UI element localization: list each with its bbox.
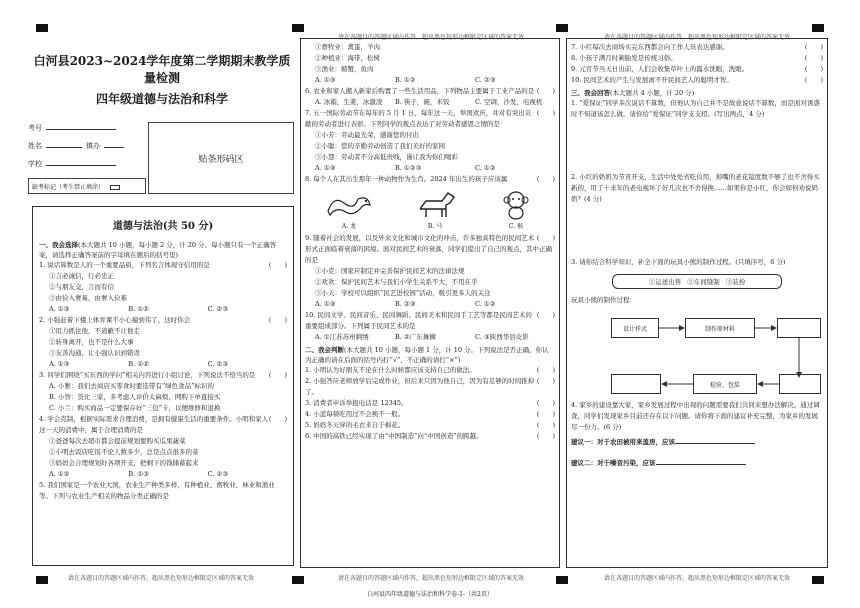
section2-heading: 二、我会判断(本大题共 10 小题，每小题 1 分，计 10 分。下列说法是否正确，你认为正确的请在后面的括号内打“√”，不正确的请打“×”) [305,346,549,364]
answer-q4: 4. 家乡的建设靠大家，家乡发展过程中出现的问题需要我们共同来想办法解决。通过调查，同学们发现家乡目前还存在以下问题。请你将下面的建议补充完整，为家乡的发展尽一份力。(6 分) [571,401,820,431]
question-stem [305,108,555,130]
question-option: ③小天：学校可以组织“民艺进校园”活动，吸引更多人的关注 [315,289,491,297]
question-stem [39,414,287,436]
judge-item [305,431,555,442]
choice-item[interactable]: A. ①江苏苏州刺绣 [315,333,369,341]
judge-text: 2. 小强答应老师放学后完成作业，但后来只因为他自己，因为有足够的时间推掉了。 [305,377,535,396]
choice-row [305,332,555,343]
answer-bracket[interactable]: ( ) [536,311,555,319]
dragon-image: A. 龙 [324,189,374,231]
judge-text: 3. 消费者申诉举报电话是 12345。 [305,399,408,407]
judge-item [305,398,555,409]
judge-item [305,409,555,420]
part1-box [32,206,294,566]
section1-questions-a [39,260,287,502]
answer-space-q2[interactable] [571,205,823,257]
suggestion-2-input[interactable] [656,464,746,465]
choice-item[interactable]: B. 筷子，碗，米饭 [395,98,450,106]
boundary-warning: 请在各题目的答题区域内作答，超出黑色矩形边框限定区域的答案无效 [337,34,524,41]
question-option: ③小慧：劳动者不分高低贵贱，谨让我为你们喝彩 [315,153,458,161]
suggestion-1: 建议一：对于农田被用来盖房，应该 [571,437,823,448]
flow-blank-2[interactable] [779,374,821,394]
answer-bracket[interactable]: ( ) [268,316,287,324]
section1-questions-b [305,42,555,185]
choice-item[interactable]: B. ①② [128,360,149,368]
question-text: 7. 五一国际劳动节在每年的 5 月 1 日，每年这一天，举国欢庆，并对有突出贡献的劳动者进行表彰。下列同学的观点表达了对劳动者感恩之情的是 [305,109,532,128]
judge-bracket[interactable]: ( ) [804,54,823,62]
missing-mark[interactable] [28,178,146,194]
question-text: 9. 随着社会的发展，以及外来文化和城市文化的冲击，许多独具特色的民间艺术形式正面临着衰落的困境。面对民间艺术的衰落，同学们提出了自己的观点，其中正确的是 [305,234,552,264]
question-option: ③妈妈会合理规划好各项开支，把剩下的钱储蓄起来 [49,459,199,467]
question-stem [39,370,287,381]
judge-bracket[interactable]: ( ) [536,366,555,374]
question-text: 8. 每个人在其出生那年一种动物作为生肖。2024 年出生的孩子应该属 [305,175,508,183]
judge-item [305,420,555,431]
answer-bracket[interactable]: ( ) [536,87,555,95]
section2-items-a [305,365,555,442]
choice-item[interactable]: C. ①② [475,300,496,308]
question-option: ①小芳：劳动最光荣，感谢您的付出 [315,131,419,139]
page-footer: 白河县四年级道德与法治和科学卷-1-（共2页） [367,591,493,598]
question-option: ①小克：国家应制定并完善保护民间艺术的法律法规 [315,267,465,275]
judge-item [571,53,823,64]
choice-item[interactable]: B. ①② [128,305,149,313]
answer-bracket[interactable]: ( ) [536,175,555,183]
judge-item [305,365,555,376]
barcode-area: 贴条形码区 [148,122,294,194]
judge-text: 8. 小孩子满月时剃胎发是传统习俗。 [571,54,677,62]
boundary-warning: 请在各题目的答题区域内作答，超出黑色矩形边框限定区域的答案无效 [603,575,790,582]
question-option: ①言必诚信，行必忠正 [49,272,114,280]
question-option: ③渔业：螃蟹，鱼肉 [315,65,374,73]
question-text: 2. 小强赶着下楼上体育课不小心撞到伟了，这时你会 [39,316,191,324]
question-text: 10. 民间文学、民间音乐、民间舞蹈、民间美术和民间手工艺等都是民间艺术的重要组成部分。下列属于民间艺术的是 [305,311,532,330]
flow-box-inspect: 检验、包装 [693,374,757,394]
kaohao-input[interactable] [46,122,116,130]
question-option: ②小明去饭店吃饭不论人数多少，总是点点很多的菜 [49,448,199,456]
question-stem [39,260,287,271]
answer-bracket[interactable]: ( ) [268,371,287,379]
answer-bracket[interactable]: ( ) [268,415,287,423]
choice-item[interactable]: A. ①③ [315,76,336,84]
question-option: A. 小雅：我们去商店买零食时要选带有“绿色食品”标识的 [49,382,214,390]
question-option: ③由俭入奢易，由奢入俭难 [49,294,127,302]
choice-row [39,359,287,370]
town-input[interactable] [104,140,124,148]
judge-item [571,64,823,75]
field-label-kaohao: 考号 [28,124,42,132]
question-text: 3. 同学们围绕“买东西的学问”相关内容进行小组讨论，下列说法不恰当的是 [39,371,256,379]
judge-bracket[interactable]: ( ) [804,43,823,51]
flow-diagram [571,310,823,400]
choice-item[interactable]: C. ③陕西华县皮影 [475,333,529,341]
dragon-icon [324,189,374,221]
judge-bracket[interactable]: ( ) [536,377,555,385]
answer-bracket[interactable]: ( ) [536,234,555,242]
name-input[interactable] [46,140,82,148]
choice-row [305,163,555,174]
school-input[interactable] [46,158,116,166]
monkey-image: C. 猴 [496,189,536,231]
answer-q2: 2. 小红的奶奶为节省开支，生活中处处省吃俭用，掉嘴的老花镜度数不够了也不舍得买新的，用了十来年的老电视坏了好几次也不舍得换……如果你是小红，你会如何劝说奶奶？(4 分) [571,173,820,203]
choice-item[interactable]: B. ①② [395,76,416,84]
section3-heading: 三、我会回答(本大题共 4 小题，计 20 分) [571,89,695,97]
question-stem [305,233,555,266]
judge-item [571,75,823,86]
answer-bracket[interactable]: ( ) [268,261,287,269]
choice-item[interactable]: C. ②③ [207,360,229,368]
choice-item[interactable]: B. ①②③ [395,164,422,172]
judge-bracket[interactable]: ( ) [536,421,555,429]
choice-row [305,75,555,86]
zodiac-images [305,189,555,231]
registration-mark [292,24,304,32]
choice-row [305,299,555,310]
missing-mark-label: 缺考标记（考生禁止填涂） [32,184,105,191]
question-option: C. 小兰：购买商品一定要保存好“三包”卡，以便维修和退换 [49,404,221,412]
registration-mark [812,24,824,32]
question-text: 6. 农业和家人搬入新家后购置了一些生活用品，下列物品主要属于工业产品的是 [305,87,535,95]
flow-label: 玩具小熊的制作过程： [571,296,636,304]
flow-blank-1[interactable] [777,318,821,338]
boundary-warning: 请在各题目的答题区域内作答，超出黑色矩形边框限定区域的答案无效 [603,34,790,41]
choice-row [39,304,287,315]
question-option: ②转身离开，也不是什么大事 [49,338,134,346]
suggestion-2: 建议二：对于噪音污染，应该 [571,458,823,469]
header-column [28,38,296,568]
choice-item[interactable]: B. ②③ [395,300,416,308]
question-option: ②与朋友交，言而有信 [49,283,114,291]
choice-item[interactable]: B. ②广东舞狮 [395,333,436,341]
flow-box-design: 设计样式 [611,318,659,338]
judge-bracket[interactable]: ( ) [536,399,555,407]
judge-item [571,42,823,53]
question-stem: 5. 我们国家是一个农业大国，农业生产种类多样，有种植业、畜牧业、林业和渔业等。下列与农业生产相关的物品分类正确的是 [39,481,275,500]
boundary-warning: 请在各题目的答题区域内作答，超出黑色矩形边框限定区域的答案无效 [337,575,524,582]
question-option: B. 小智：货比三家，多考虑人评价太麻烦，网购下单直接买 [49,393,221,401]
right-column [566,38,828,568]
choice-row [305,97,555,108]
question-stem [39,315,287,326]
choice-item[interactable]: B. ①③ [128,470,149,478]
section2-items-b [571,42,823,86]
school-title: 白河县2023~2024学年度第二学期期末教学质量检测 [33,54,291,85]
answer-bracket[interactable]: ( ) [536,109,555,117]
judge-bracket[interactable]: ( ) [804,76,823,84]
question-option: ②小聪：您的辛勤劳动创造了我们美好的家园 [315,142,445,150]
question-option: ②欢欢：保护民间艺术与我们小学生关系不大，不用在乎 [315,278,478,286]
horse-icon [412,189,458,221]
missing-checkbox[interactable] [110,185,120,190]
choice-item[interactable]: A. ①③ [315,300,336,308]
choice-item[interactable]: C. ②③ [207,470,229,478]
suggestion-1-input[interactable] [675,443,755,444]
judge-bracket[interactable]: ( ) [804,65,823,73]
answer-space-q1[interactable] [571,120,823,172]
question-stem [305,174,555,185]
judge-bracket[interactable]: ( ) [536,410,555,418]
boundary-warning: 请在各题目的答题区域内作答，超出黑色矩形边框限定区域的答案无效 [67,575,254,582]
part1-title: 道德与法治(共 50 分) [112,221,214,232]
choice-row [39,469,287,480]
choice-item[interactable]: A. 冰箱，生姜，冰激凌 [315,98,383,106]
judge-text: 5. 妈妈冬天穿的毛衣来自于棉花。 [305,421,405,429]
field-label-name: 姓名 [28,142,42,150]
choice-item[interactable]: C. ②③ [207,305,229,313]
question-option: ③友善沟通，让小强认识到错误 [49,349,140,357]
question-text: 1. 说话算数是人的一个重要品质，下列名言体现守信用的是 [39,261,210,269]
judge-text: 1. 小明认为好朋友不论在什么时候都应该支持自己的做法。 [305,366,476,374]
registration-mark [36,24,48,32]
judge-text: 6. 中国的高铁已经实现了由“中国制造”向“中国创造”的跨越。 [305,432,483,440]
monkey-icon [496,189,536,221]
horse-image: B. 马 [412,189,458,231]
question-stem [305,310,555,332]
judge-text: 7. 小红每次去商场买完东西都会向工作人员表达感谢。 [571,43,729,51]
section1-questions-c [305,233,555,343]
question-option: ②种植业：海带，松树 [315,54,380,62]
choice-item[interactable]: C. ①② [475,164,496,172]
judge-text: 9. 元宵节当天日出前，人们会收集草叶上的露水洗眼，洗眼。 [571,65,749,73]
section1-heading: 一、我会选择(本大题共 10 小题，每小题 2 分，计 20 分。每小题只有一个正确答案，请选择正确答案前的字母填在题后的括号里) [39,241,277,259]
choice-item[interactable]: A. ①③ [49,360,70,368]
choice-item[interactable]: C. ②③ [475,76,496,84]
flow-box-material: 制作原材料 [685,318,755,338]
judge-bracket[interactable]: ( ) [536,432,555,440]
registration-mark [556,24,568,32]
question-option: ①畜牧业：禽蛋，羊肉 [315,43,380,51]
question-option: ①用力抓住他，不道歉不让他走 [49,327,140,335]
middle-column [300,38,560,568]
question-stem [305,86,555,97]
choice-item[interactable]: C. 空调，沙发，电视机 [475,98,543,106]
choice-item[interactable]: A. ①③ [315,164,336,172]
subject-title: 四年级道德与法治和科学 [95,92,228,106]
field-label-town: 镇办 [86,142,100,150]
judge-item [305,376,555,398]
process-options: ①运送出售 ②车间缝制 ③装扮 [612,274,782,289]
choice-item[interactable]: A. ①③ [49,305,70,313]
judge-text: 4. 小蓝每顿吃用过不会换不一般。 [305,410,405,418]
judge-text: 10. 民间艺术的产生与发展离不开民间艺人的聪明才智。 [571,76,733,84]
answer-q1: 1. “爱保证”同学多次说话不算数，但他认为自己并不是故意说话不算数，而是面对诱惑时不知道该怎么做。请你给“爱保证”同学支支招。(写出两点，4 分) [571,99,820,118]
field-label-school: 学校 [28,160,42,168]
question-text: 4. 学会克制，根据实际需求合理消费，是拥有健康生活的重要条件。小明和家人这一天的消费中，属于合理消费的是 [39,415,269,434]
flow-blank-3[interactable] [611,374,661,394]
question-option: ①爸爸每次去超市都会提前规划要购买瓜果蔬菜 [49,437,186,445]
choice-item[interactable]: A. ①② [49,470,70,478]
answer-q3: 3. 请你结合科学知识，补全下面的玩具小熊的制作过程。(只填序号，6 分) [571,258,786,266]
